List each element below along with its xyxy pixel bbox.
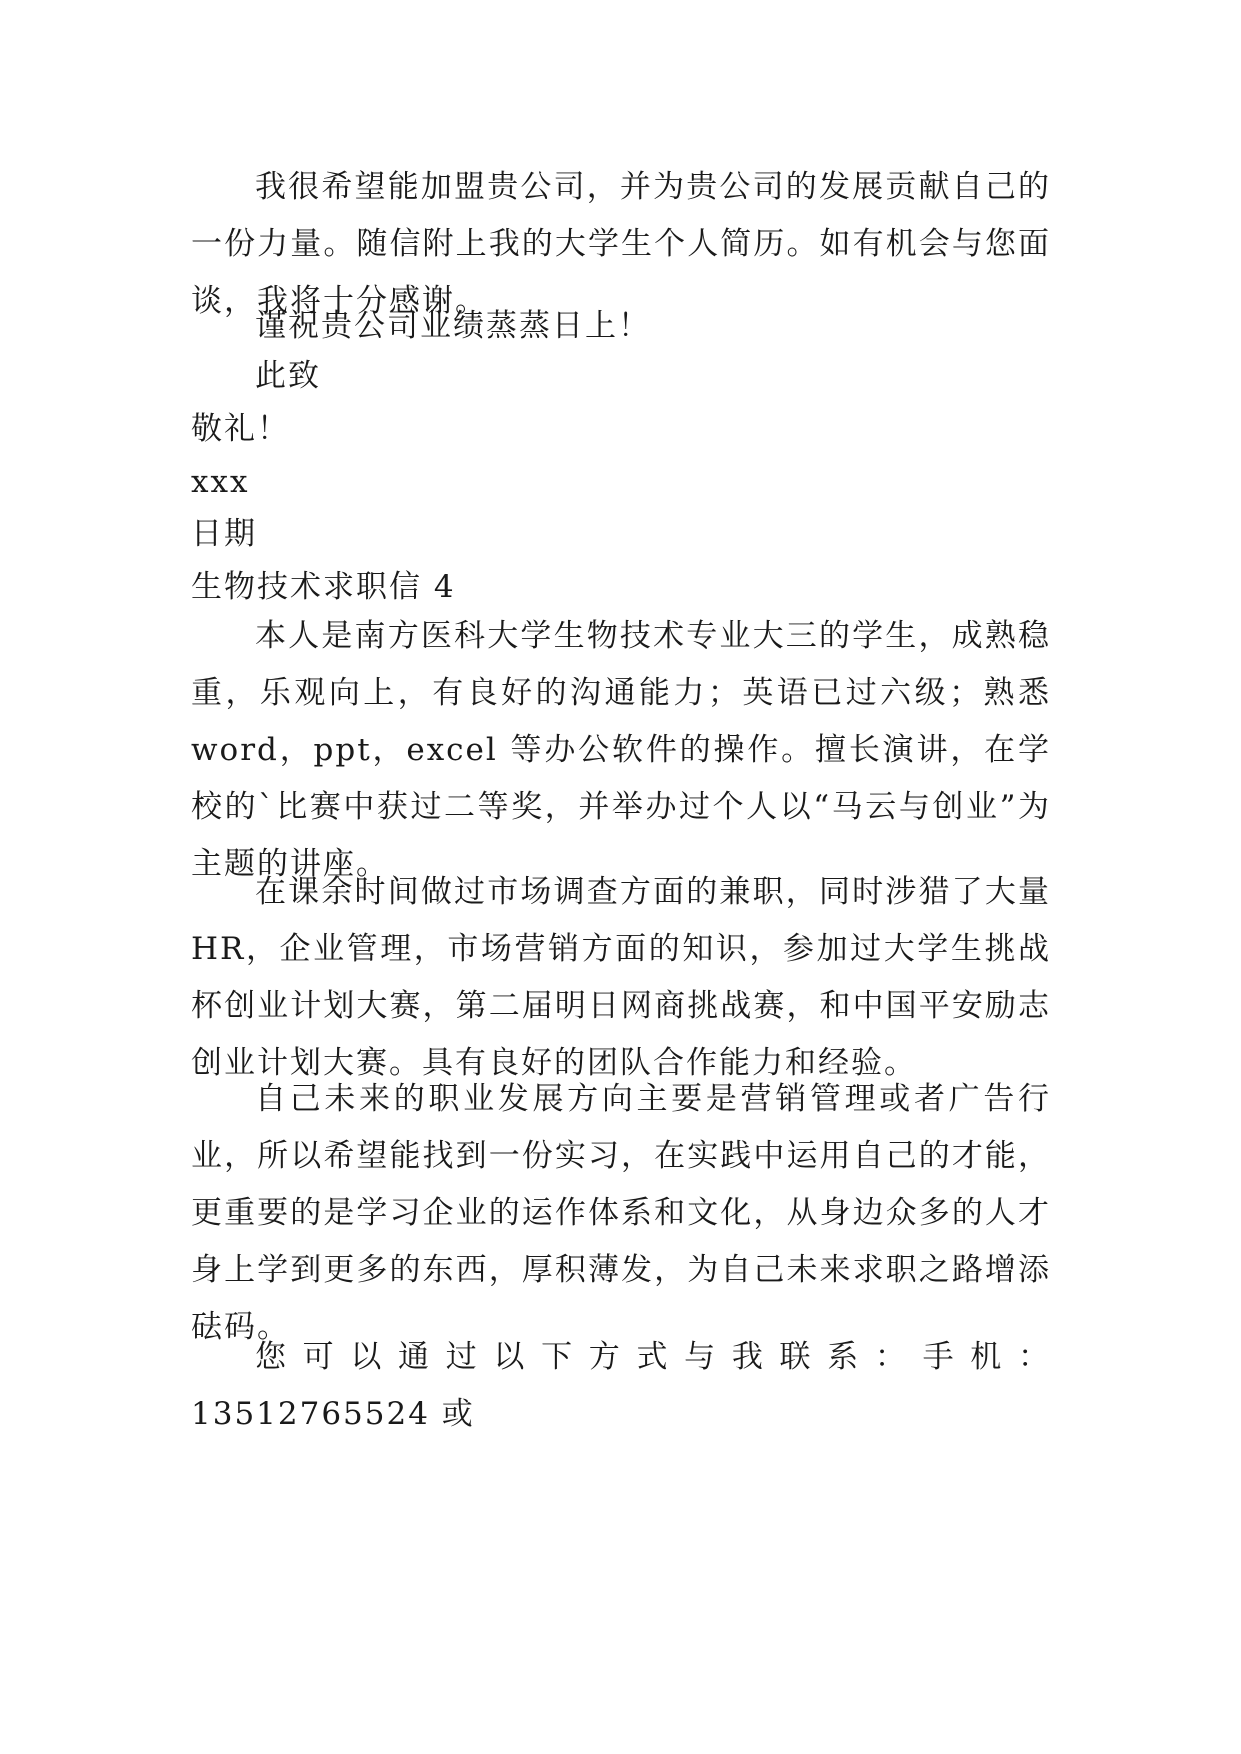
letter-paragraph-4: 您可以通过以下方式与我联系：手机：13512765524 或 [191,1339,1051,1432]
letter-paragraph-3: 自己未来的职业发展方向主要是营销管理或者广告行业，所以希望能找到一份实习，在实践中运用自己的才能，更重要的是学习企业的运作体系和文化，从身边众多的人才身上学到更多的东西，厚积薄发，为自己未来求职之路增添砝码。 [191,1081,1051,1345]
letter-paragraph-2: 在课余时间做过市场调查方面的兼职，同时涉猎了大量 HR，企业管理，市场营销方面的知识，参加过大学生挑战杯创业计划大赛，第二届明日网商挑战赛，和中国平安励志创业计划大赛。具有良好的团队合作能力和经验。 [191,874,1051,1081]
wishes-line: 谨祝贵公司业绩蒸蒸日上！ [255,308,651,344]
letter-end-paragraph: 我很希望能加盟贵公司，并为贵公司的发展贡献自己的一份力量。随信附上我的大学生个人简历。如有机会与您面谈，我将十分感谢。 [191,169,1051,319]
letter-paragraph-1: 本人是南方医科大学生物技术专业大三的学生，成熟稳重，乐观向上，有良好的沟通能力；英语已过六级；熟悉 word，ppt，excel 等办公软件的操作。擅长演讲，在学校的`比赛中获过二等奖，并举办过个人以“马云与创业”为主题的讲座。 [191,618,1051,882]
signature: xxx [191,464,250,500]
date-line: 日期 [191,516,257,552]
closing-line-2: 敬礼！ [191,411,290,447]
section-title: 生物技术求职信 4 [191,569,456,605]
closing-line-1: 此致 [255,358,321,394]
